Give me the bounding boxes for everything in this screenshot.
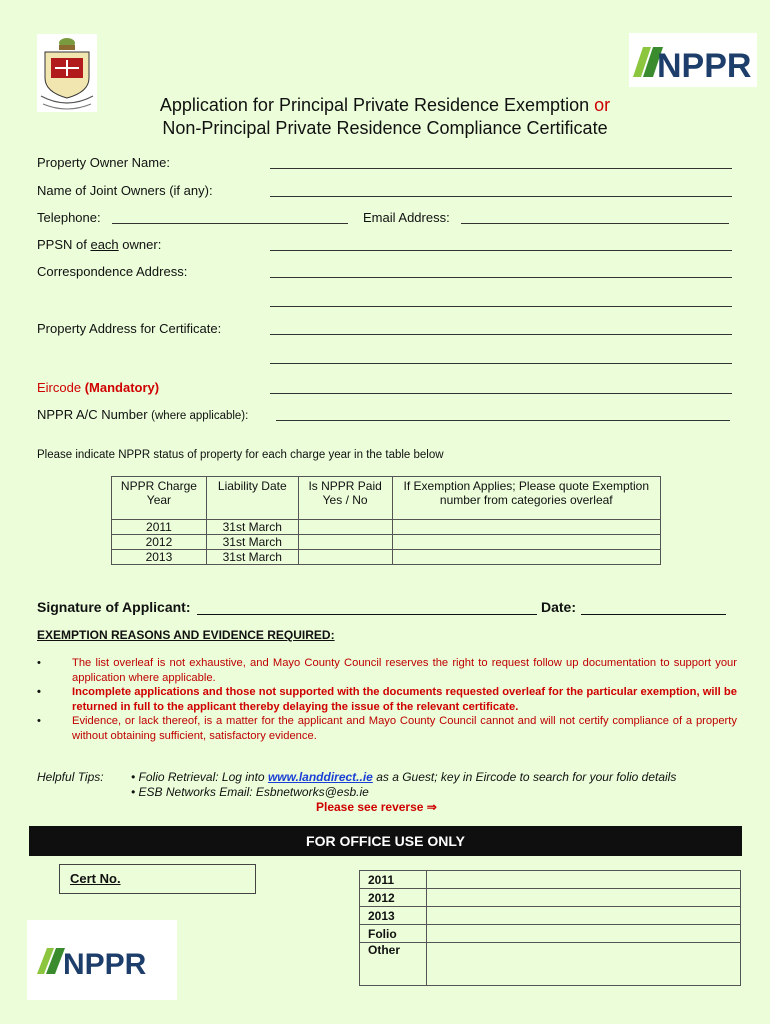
email-label: Email Address: (363, 210, 450, 225)
date-field[interactable] (581, 614, 726, 615)
correspondence-label: Correspondence Address: (37, 264, 188, 279)
table-row (112, 520, 661, 535)
nppr-logo-bottom-text: NPPR (63, 948, 147, 981)
header-charge-year: NPPR Charge Year (112, 477, 207, 520)
row-exemption-cell[interactable] (392, 550, 660, 565)
correspondence-field-2[interactable] (270, 306, 732, 307)
table-row (112, 550, 661, 565)
ppsn-label-a: PPSN of (37, 237, 91, 252)
joint-owners-label: Name of Joint Owners (if any): (37, 183, 213, 198)
office-table (359, 870, 741, 986)
telephone-field[interactable] (112, 223, 348, 224)
list-item (37, 685, 737, 714)
tips-label: Helpful Tips: (37, 770, 104, 784)
office-row-cell[interactable] (426, 889, 740, 907)
table-row (360, 889, 741, 907)
charge-table-header (112, 477, 661, 520)
nppr-logo-bottom-icon (27, 920, 177, 1000)
header-exemption: If Exemption Applies; Please quote Exemption number from categories overleaf (392, 477, 660, 520)
joint-owners-field[interactable] (270, 196, 732, 197)
row-paid-cell[interactable] (298, 520, 392, 535)
owner-name-field[interactable] (270, 168, 732, 169)
office-row-cell[interactable] (426, 943, 740, 986)
title-or: or (594, 95, 611, 115)
nppr-ac-field[interactable] (276, 420, 730, 421)
bullet-dot: • (37, 715, 41, 727)
header-paid: Is NPPR Paid Yes / No (298, 477, 392, 520)
row-year: 2012 (112, 535, 207, 550)
charge-table (111, 476, 661, 565)
eircode-field[interactable] (270, 393, 732, 394)
row-paid-cell[interactable] (298, 550, 392, 565)
correspondence-field-1[interactable] (270, 277, 732, 278)
nppr-logo-bottom (27, 920, 177, 1000)
tip-folio-text-b: as a Guest; key in Eircode to search for your folio details (372, 770, 677, 784)
row-year: 2013 (112, 550, 207, 565)
list-item (37, 656, 737, 685)
bullet-text: Evidence, or lack thereof, is a matter for the applicant and Mayo County Council cannot and will not certify compliance of a property without obtaining sufficient, satisfactory evidence. (72, 715, 737, 742)
nppr-ac-label (37, 407, 248, 422)
row-exemption-cell[interactable] (392, 535, 660, 550)
bullet-text: The list overleaf is not exhaustive, and Mayo County Council reserves the right to request follow up documentation to support your application where applicable. (72, 657, 737, 684)
row-paid-cell[interactable] (298, 535, 392, 550)
office-row-cell[interactable] (426, 907, 740, 925)
tip-folio (131, 770, 741, 784)
table-row (360, 943, 741, 986)
eircode-label-text: Eircode (37, 380, 82, 395)
nppr-logo (629, 33, 757, 87)
bullet-dot: • (37, 657, 41, 669)
office-row-label: Folio (360, 925, 427, 943)
office-row-label: Other (360, 943, 427, 986)
page-title (0, 94, 770, 140)
office-row-label: 2012 (360, 889, 427, 907)
ppsn-field[interactable] (270, 250, 732, 251)
property-address-label: Property Address for Certificate: (37, 321, 222, 336)
office-use-bar: FOR OFFICE USE ONLY (29, 826, 742, 856)
row-exemption-cell[interactable] (392, 520, 660, 535)
nppr-logo-text: NPPR (657, 47, 752, 85)
owner-name-label: Property Owner Name: (37, 155, 170, 170)
nppr-ac-label-text: NPPR A/C Number (37, 407, 148, 422)
landdirect-link[interactable]: www.landdirect..ie (267, 770, 373, 784)
bullet-dot: • (37, 686, 41, 698)
eircode-label (37, 380, 159, 395)
nppr-logo-icon (629, 33, 757, 87)
row-liability-date: 31st March (206, 550, 298, 565)
office-row-cell[interactable] (426, 871, 740, 889)
table-row (360, 925, 741, 943)
exemption-heading: EXEMPTION REASONS AND EVIDENCE REQUIRED: (37, 628, 335, 642)
nppr-ac-note: (where applicable): (151, 410, 249, 422)
eircode-mandatory: (Mandatory) (84, 380, 160, 395)
signature-label: Signature of Applicant: (37, 599, 191, 615)
property-address-field-2[interactable] (270, 363, 732, 364)
table-row (112, 535, 661, 550)
telephone-label: Telephone: (37, 210, 101, 225)
table-row (360, 871, 741, 889)
ppsn-label-b: each (90, 237, 119, 252)
list-item (37, 714, 737, 743)
see-reverse-note: Please see reverse ⇒ (316, 800, 437, 814)
title-line2: Non-Principal Private Residence Compliance Certificate (162, 118, 608, 138)
ppsn-label (37, 237, 161, 252)
date-label: Date: (541, 599, 577, 615)
office-row-label: 2011 (360, 871, 427, 889)
table-row (360, 907, 741, 925)
bullet-text: Incomplete applications and those not supported with the documents requested overleaf for the particular exemption, will be returned in full to the applicant thereby delaying the issue of the relevant certificate. (72, 686, 737, 713)
tip-esb: • ESB Networks Email: Esbnetworks@esb.ie (131, 785, 369, 799)
row-liability-date: 31st March (206, 520, 298, 535)
cert-no-label: Cert No. (70, 871, 121, 886)
ppsn-label-c: owner: (118, 237, 162, 252)
title-line1: Application for Principal Private Residence Exemption (159, 95, 590, 115)
cert-no-box[interactable] (59, 864, 256, 894)
table-intro: Please indicate NPPR status of property for each charge year in the table below (37, 449, 444, 461)
office-row-cell[interactable] (426, 925, 740, 943)
row-year: 2011 (112, 520, 207, 535)
header-liability-date: Liability Date (206, 477, 298, 520)
tip-folio-text-a: • Folio Retrieval: Log into (131, 770, 268, 784)
row-liability-date: 31st March (206, 535, 298, 550)
signature-field[interactable] (197, 614, 537, 615)
office-row-label: 2013 (360, 907, 427, 925)
email-field[interactable] (461, 223, 729, 224)
property-address-field-1[interactable] (270, 334, 732, 335)
